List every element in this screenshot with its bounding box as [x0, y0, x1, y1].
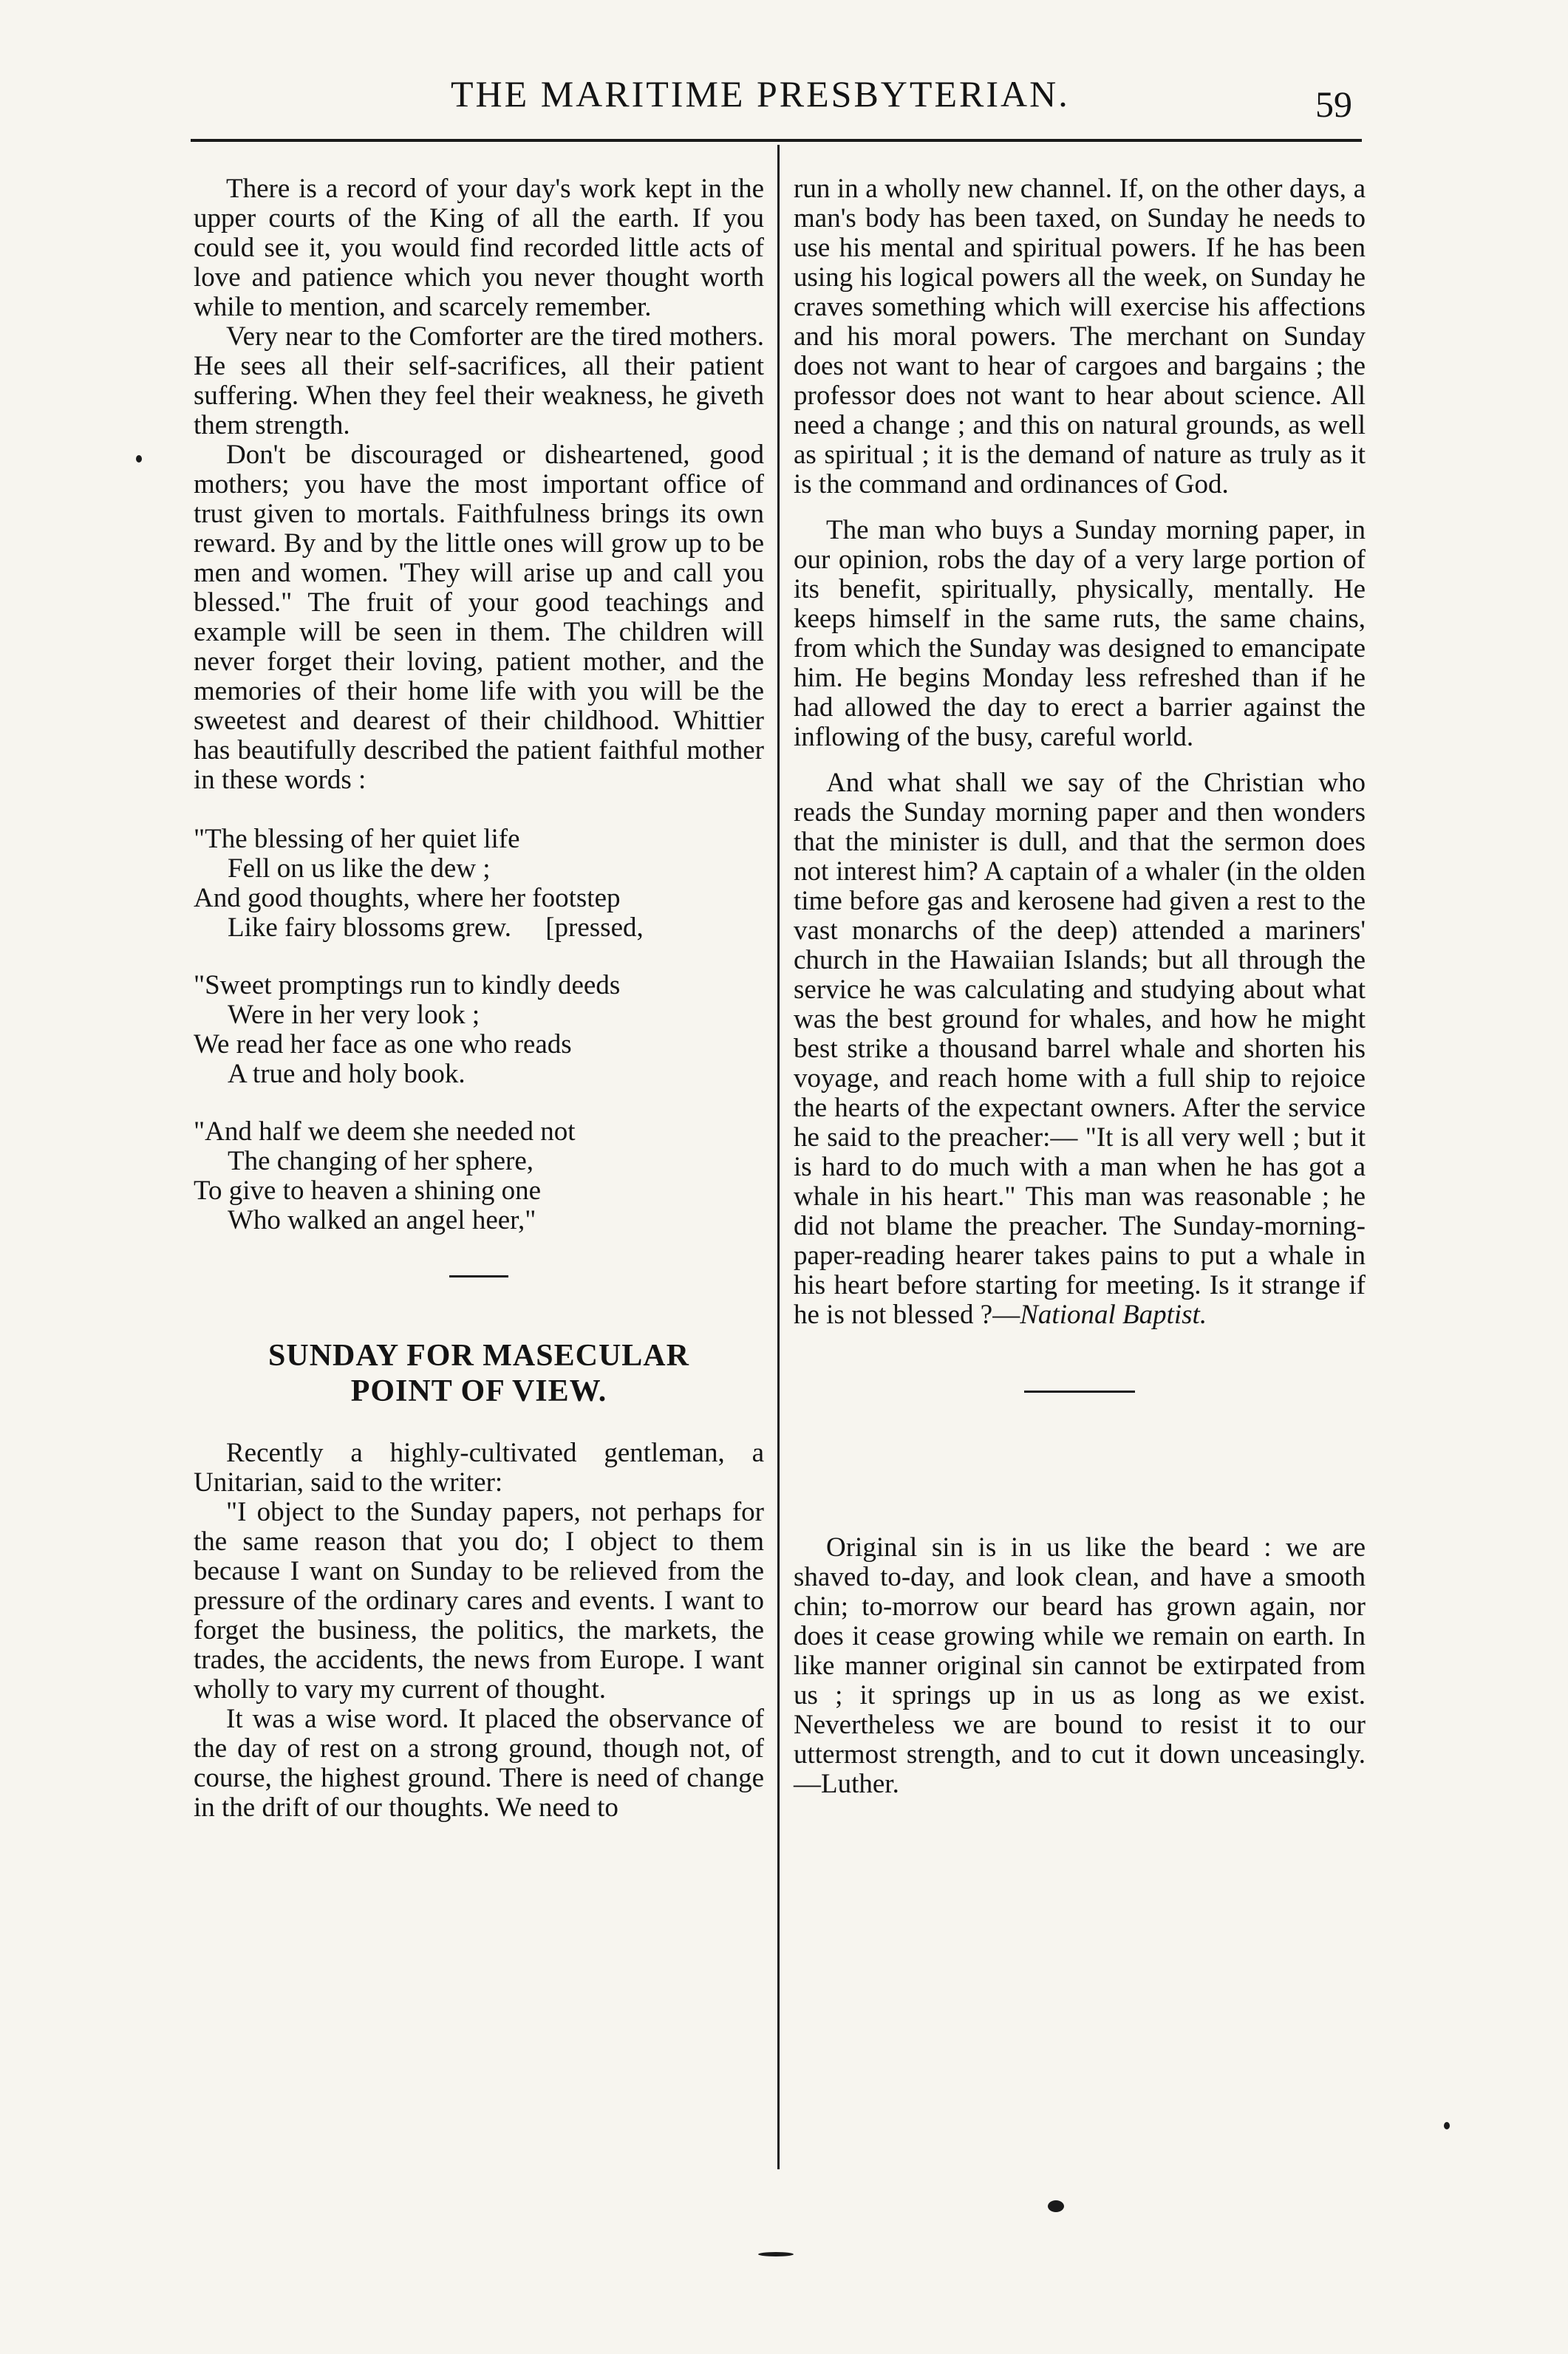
- paragraph-whaler: [794, 768, 1366, 1330]
- column-divider: [777, 145, 780, 2169]
- poem-stanza-3: [194, 1117, 764, 1235]
- left-column: [194, 174, 764, 1823]
- paragraph-unitarian: Recently a highly-cultivated gentleman, a Unitarian, said to the writer:: [194, 1438, 764, 1498]
- whaler-text: And what shall we say of the Christian who reads the Sunday morning paper and then wonders that the minister is dull, and that the sermon does not interest him? A captain of a whaler (in the olden time before gas and kerosene had given a rest to the vast monarchs of the deep) attended a mariners' church in the Hawaiian Islands; but all through the service he was calculating and studying about what was the best ground for whales, and how he might best strike a thousand barrel whale and shorten his voyage, and reach home with a full ship to rejoice the hearts of the expectant owners. After the service he said to the preacher:— "It is all very well ; but it is hard to do much with a man when he has got a whale in his heart." This man was reasonable ; he did not blame the preacher. The Sunday-morning-paper-reading hearer takes pains to put a whale in his heart before starting for meeting. Is it strange if he is not blessed ?—: [794, 768, 1366, 1330]
- ink-speck: [1444, 2122, 1450, 2129]
- poem-line: We read her face as one who reads: [194, 1029, 572, 1060]
- section-rule: [449, 1275, 508, 1277]
- poem-line: To give to heaven a shining one: [194, 1176, 542, 1206]
- headline-line-1: SUNDAY FOR MASECULAR: [268, 1339, 689, 1373]
- spacer: [794, 752, 1366, 768]
- paragraph-days-work: There is a record of your day's work kept in the upper courts of the King of all the earth. If you could see it, you would find recorded little acts of love and patience which you never thought worth while to mention, and scarcely remember.: [194, 174, 764, 322]
- poem-line: Were in her very look ;: [228, 1000, 480, 1030]
- poem-line-turnover: [pressed,: [545, 912, 644, 943]
- poem-line: And good thoughts, where her footstep: [194, 883, 621, 913]
- poem-line: Who walked an angel heer,": [228, 1205, 536, 1235]
- spacer: [194, 795, 764, 825]
- poem-line: [194, 913, 764, 943]
- paragraph-original-sin: Original sin is in us like the beard : we are shaved to-day, and look clean, and have a smooth chin; to-morrow our beard has grown again, nor does it cease growing while we remain on earth. In like manner original sin cannot be extirpated from us ; it springs up in us as long as we exist. Nevertheless we are bound to resist it to our uttermost strength, and to cut it down unceasingly.—Luther.: [794, 1532, 1366, 1799]
- ink-speck: [136, 455, 142, 463]
- paragraph-tired-mothers: Very near to the Comforter are the tired mothers. He sees all their self-sacrifices, all their patient suffering. When they feel their weakness, he giveth them strength.: [194, 321, 764, 440]
- poem-line: The changing of her sphere,: [228, 1146, 534, 1176]
- section-rule: [1024, 1391, 1135, 1393]
- article-headline: [194, 1338, 764, 1409]
- paragraph-good-mothers: Don't be discouraged or disheartened, good mothers; you have the most important office of trust given to mortals. Faithfulness brings its own reward. By and by the little ones will grow up to be men and women. 'They will arise up and call you blessed." The fruit of your good teachings and example will be seen in them. The children will never forget their loving, patient mother, and the memories of their home life with you will be the sweetest and dearest of their childhood. Whittier has beautifully described the patient faithful mother in these words :: [194, 440, 764, 795]
- header-rule: [191, 139, 1362, 142]
- attribution: National Baptist.: [1020, 1300, 1207, 1330]
- poem-line: "And half we deem she needed not: [194, 1116, 576, 1147]
- ink-speck: [758, 2252, 794, 2256]
- running-head: THE MARITIME PRESBYTERIAN.: [451, 73, 1070, 115]
- poem-line: A true and holy book.: [228, 1059, 466, 1089]
- headline-line-2: POINT OF VIEW.: [350, 1374, 607, 1408]
- ink-speck: [1048, 2200, 1064, 2212]
- poem-line: "Sweet promptings run to kindly deeds: [194, 970, 621, 1000]
- poem-line: Fell on us like the dew ;: [228, 853, 491, 884]
- page-number: 59: [1315, 83, 1352, 125]
- poem-line-text: Like fairy blossoms grew.: [228, 912, 511, 943]
- poem-stanza-1: [194, 825, 764, 943]
- paragraph-sunday-paper: The man who buys a Sunday morning paper, in our opinion, robs the day of a very large portion of its benefit, spiritually, physically, mentally. He keeps himself in the same ruts, the same chains, from which the Sunday was designed to emancipate him. He begins Monday less refreshed than if he had allowed the day to erect a barrier against the inflowing of the busy, careful world.: [794, 515, 1366, 752]
- right-column: [794, 174, 1366, 1799]
- paragraph-new-channel: run in a wholly new channel. If, on the other days, a man's body has been taxed, on Sunday he needs to use his mental and spiritual powers. If he has been using his logical powers all the week, on Sunday he craves something which will exercise his affections and his moral powers. The merchant on Sunday does not want to hear of cargoes and bargains ; the professor does not want to hear about science. All need a change ; and this on natural grounds, as well as spiritual ; it is the demand of nature as truly as it is the command and ordinances of God.: [794, 174, 1366, 499]
- spacer: [794, 499, 1366, 516]
- poem-stanza-2: [194, 971, 764, 1089]
- paragraph-quote-sunday-papers: "I object to the Sunday papers, not perhaps for the same reason that you do; I object to them because I want on Sunday to be relieved from the pressure of the ordinary cares and events. I want to forget the business, the politics, the markets, the trades, the accidents, the news from Europe. I want wholly to vary my current of thought.: [194, 1497, 764, 1705]
- paragraph-wise-word: It was a wise word. It placed the observance of the day of rest on a strong ground, though not, of course, the highest ground. There is need of change in the drift of our thoughts. We need to: [194, 1704, 764, 1823]
- poem-line: "The blessing of her quiet life: [194, 824, 520, 854]
